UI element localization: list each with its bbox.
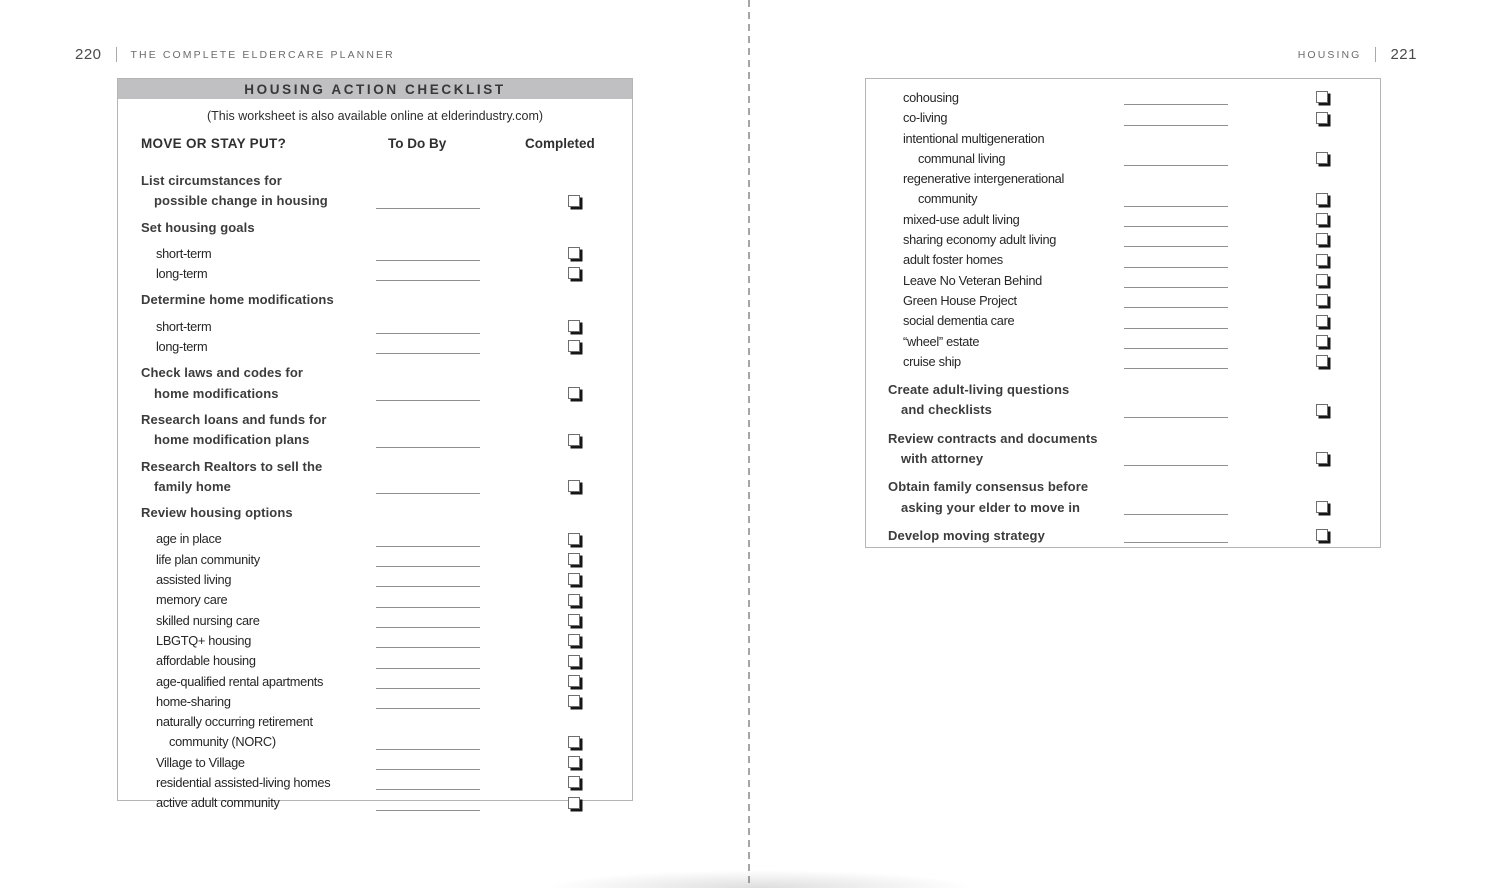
item-label-line: affordable housing (156, 653, 256, 669)
checkbox-icon (1316, 315, 1328, 327)
todo-blank-line (376, 688, 480, 689)
todo-blank-line (1124, 368, 1228, 369)
checklist-item (118, 218, 632, 238)
todo-blank-line (376, 208, 480, 209)
checkbox-icon (568, 267, 580, 279)
checkbox-icon (1316, 213, 1328, 225)
todo-blank-line (376, 400, 480, 401)
checklist-item (118, 457, 632, 498)
checkbox-icon (568, 553, 580, 565)
item-label-line: Village to Village (156, 754, 245, 770)
todo-blank-line (1124, 307, 1228, 308)
item-label-line: and checklists (901, 402, 992, 418)
checklist-title-bar (118, 79, 632, 99)
item-label-line: home modification plans (154, 432, 310, 448)
checklist-item (118, 171, 632, 212)
checklist-item (118, 264, 632, 284)
todo-blank-line (1124, 246, 1228, 247)
checklist-item (866, 88, 1380, 108)
page-number: 221 (1390, 46, 1417, 63)
todo-blank-line (1124, 348, 1228, 349)
checklist-item (118, 290, 632, 310)
item-label-line: age-qualified rental apartments (156, 673, 324, 689)
checklist-item (118, 651, 632, 671)
todo-blank-line (1124, 417, 1228, 418)
checkbox-icon (568, 340, 580, 352)
checkbox-icon (1316, 193, 1328, 205)
item-label-line: Review housing options (141, 505, 293, 521)
checklist-item (118, 570, 632, 590)
todo-blank-line (376, 493, 480, 494)
checkbox-icon (568, 387, 580, 399)
checkbox-icon (1316, 152, 1328, 164)
todo-blank-line (376, 789, 480, 790)
item-label-line: Research Realtors to sell the (141, 458, 323, 474)
column-header-question: MOVE OR STAY PUT? (141, 136, 287, 151)
running-head-divider (116, 47, 117, 62)
checklist-item (866, 352, 1380, 372)
todo-blank-line (376, 708, 480, 709)
todo-blank-line (1124, 328, 1228, 329)
todo-blank-line (376, 280, 480, 281)
item-label-line: long-term (156, 339, 208, 355)
item-label-line: sharing economy adult living (903, 232, 1057, 248)
checkbox-icon (568, 776, 580, 788)
item-label-line: naturally occurring retirement (156, 714, 313, 730)
item-label-line: home-sharing (156, 693, 231, 709)
checkbox-icon (568, 675, 580, 687)
todo-blank-line (376, 447, 480, 448)
todo-blank-line (1124, 206, 1228, 207)
item-label-line: Obtain family consensus before (888, 479, 1089, 495)
todo-blank-line (376, 627, 480, 628)
checklist-rows-left (118, 171, 632, 814)
scan-shadow (545, 870, 975, 888)
checkbox-icon (568, 736, 580, 748)
item-label-line: Review contracts and documents (888, 430, 1098, 446)
todo-blank-line (1124, 104, 1228, 105)
running-head-right (1298, 46, 1417, 63)
item-label-line: asking your elder to move in (901, 499, 1081, 515)
checklist-item (118, 793, 632, 813)
checkbox-icon (1316, 355, 1328, 367)
todo-blank-line (1124, 165, 1228, 166)
checklist-item (118, 611, 632, 631)
checklist-item (866, 311, 1380, 331)
todo-blank-line (376, 353, 480, 354)
todo-blank-line (376, 607, 480, 608)
checklist-subtitle: (This worksheet is also available online at elderindustry.com) (206, 109, 544, 123)
checkbox-icon (1316, 112, 1328, 124)
item-label-line: active adult community (156, 795, 280, 811)
item-label-line: residential assisted-living homes (156, 775, 331, 791)
todo-blank-line (376, 546, 480, 547)
todo-blank-line (376, 647, 480, 648)
item-label-line: Set housing goals (141, 219, 255, 235)
item-label-line: age in place (156, 531, 222, 547)
item-label-line: Create adult-living questions (888, 382, 1070, 398)
item-label-line: communal living (918, 150, 1006, 166)
item-label-line: cruise ship (903, 353, 961, 369)
book-title: THE COMPLETE ELDERCARE PLANNER (130, 48, 395, 61)
checklist-item (118, 529, 632, 549)
checkbox-icon (568, 634, 580, 646)
item-label-line: community (NORC) (169, 734, 276, 750)
checklist-item (866, 169, 1380, 210)
page-number: 220 (75, 46, 102, 63)
checkbox-icon (1316, 501, 1328, 513)
checklist-item (118, 631, 632, 651)
item-label-line: LBGTQ+ housing (156, 632, 252, 648)
checklist-item (118, 410, 632, 451)
checkbox-icon (568, 480, 580, 492)
item-label-line: cohousing (903, 90, 959, 105)
checklist-item (118, 363, 632, 404)
checkbox-icon (568, 573, 580, 585)
todo-blank-line (1124, 267, 1228, 268)
checkbox-icon (1316, 274, 1328, 286)
item-label-line: co-living (903, 110, 948, 126)
checklist-item (866, 291, 1380, 311)
item-label-line: life plan community (156, 551, 260, 567)
checklist-item (866, 210, 1380, 230)
checkbox-icon (1316, 452, 1328, 464)
checklist-item (866, 271, 1380, 291)
checkbox-icon (568, 594, 580, 606)
column-header-row (118, 136, 632, 156)
checkbox-icon (568, 756, 580, 768)
checkbox-icon (568, 695, 580, 707)
item-label-line: Leave No Veteran Behind (903, 272, 1042, 288)
item-label-line: short-term (156, 245, 212, 261)
checklist-box-left (117, 78, 633, 811)
checkbox-icon (568, 655, 580, 667)
column-header-todo-by: To Do By (388, 136, 447, 151)
todo-blank-line (1124, 542, 1228, 543)
running-head-left (75, 46, 395, 63)
checklist-item (866, 477, 1380, 518)
todo-blank-line (376, 586, 480, 587)
todo-blank-line (1124, 287, 1228, 288)
checkbox-icon (568, 434, 580, 446)
checkbox-icon (1316, 335, 1328, 347)
item-label-line: family home (154, 478, 231, 494)
item-label-line: social dementia care (903, 313, 1015, 329)
todo-blank-line (376, 810, 480, 811)
todo-blank-line (1124, 226, 1228, 227)
item-label-line: intentional multigeneration (903, 130, 1045, 146)
todo-blank-line (376, 260, 480, 261)
checklist-item (118, 337, 632, 357)
checkbox-icon (568, 247, 580, 259)
checklist-item (118, 317, 632, 337)
item-label-line: home modifications (154, 385, 279, 401)
checkbox-icon (1316, 529, 1328, 541)
checklist-item (118, 590, 632, 610)
page-gutter-dashed-line (748, 0, 750, 888)
checklist-item (866, 230, 1380, 250)
item-label-line: regenerative intergenerational (903, 171, 1065, 187)
checklist-item (866, 332, 1380, 352)
todo-blank-line (1124, 465, 1228, 466)
todo-blank-line (376, 769, 480, 770)
todo-blank-line (376, 333, 480, 334)
checklist-item (118, 773, 632, 793)
checklist-item (866, 129, 1380, 170)
item-label-line: Determine home modifications (141, 292, 334, 308)
checklist-item (866, 108, 1380, 128)
item-label-line: with attorney (901, 451, 984, 467)
checkbox-icon (568, 195, 580, 207)
checklist-item (118, 692, 632, 712)
checklist-item (118, 672, 632, 692)
checklist-item (118, 550, 632, 570)
checkbox-icon (568, 533, 580, 545)
checklist-item (118, 244, 632, 264)
item-label-line: assisted living (156, 572, 232, 588)
item-label-line: Develop moving strategy (888, 527, 1045, 543)
item-label-line: mixed-use adult living (903, 211, 1020, 227)
checkbox-icon (1316, 233, 1328, 245)
checkbox-icon (1316, 404, 1328, 416)
item-label-line: “wheel” estate (903, 333, 980, 349)
checklist-item (118, 503, 632, 523)
checkbox-icon (1316, 91, 1328, 103)
todo-blank-line (376, 749, 480, 750)
checklist-item (118, 712, 632, 753)
item-label-line: Check laws and codes for (141, 365, 304, 381)
checklist-box-right (865, 78, 1381, 548)
checkbox-icon (568, 614, 580, 626)
checkbox-icon (568, 797, 580, 809)
item-label-line: Research loans and funds for (141, 411, 327, 427)
todo-blank-line (376, 668, 480, 669)
item-label-line: adult foster homes (903, 252, 1003, 268)
running-head-divider (1375, 47, 1376, 62)
item-label-line: possible change in housing (154, 193, 328, 209)
item-label-line: community (918, 191, 978, 207)
todo-blank-line (1124, 514, 1228, 515)
checklist-item (866, 250, 1380, 270)
todo-blank-line (376, 566, 480, 567)
checkbox-icon (568, 320, 580, 332)
checkbox-icon (1316, 254, 1328, 266)
item-label-line: short-term (156, 318, 212, 334)
checklist-item (866, 526, 1380, 546)
item-label-line: long-term (156, 266, 208, 282)
section-title: HOUSING (1297, 48, 1362, 61)
checklist-rows-right (866, 88, 1380, 546)
checklist-title: HOUSING ACTION CHECKLIST (244, 81, 506, 97)
checklist-item (866, 429, 1380, 470)
item-label-line: List circumstances for (141, 173, 282, 188)
column-header-completed: Completed (525, 136, 595, 151)
checkbox-icon (1316, 294, 1328, 306)
item-label-line: memory care (156, 592, 228, 608)
checklist-item (866, 380, 1380, 421)
checklist-item (118, 753, 632, 773)
todo-blank-line (1124, 125, 1228, 126)
item-label-line: Green House Project (903, 292, 1017, 308)
item-label-line: skilled nursing care (156, 612, 260, 628)
